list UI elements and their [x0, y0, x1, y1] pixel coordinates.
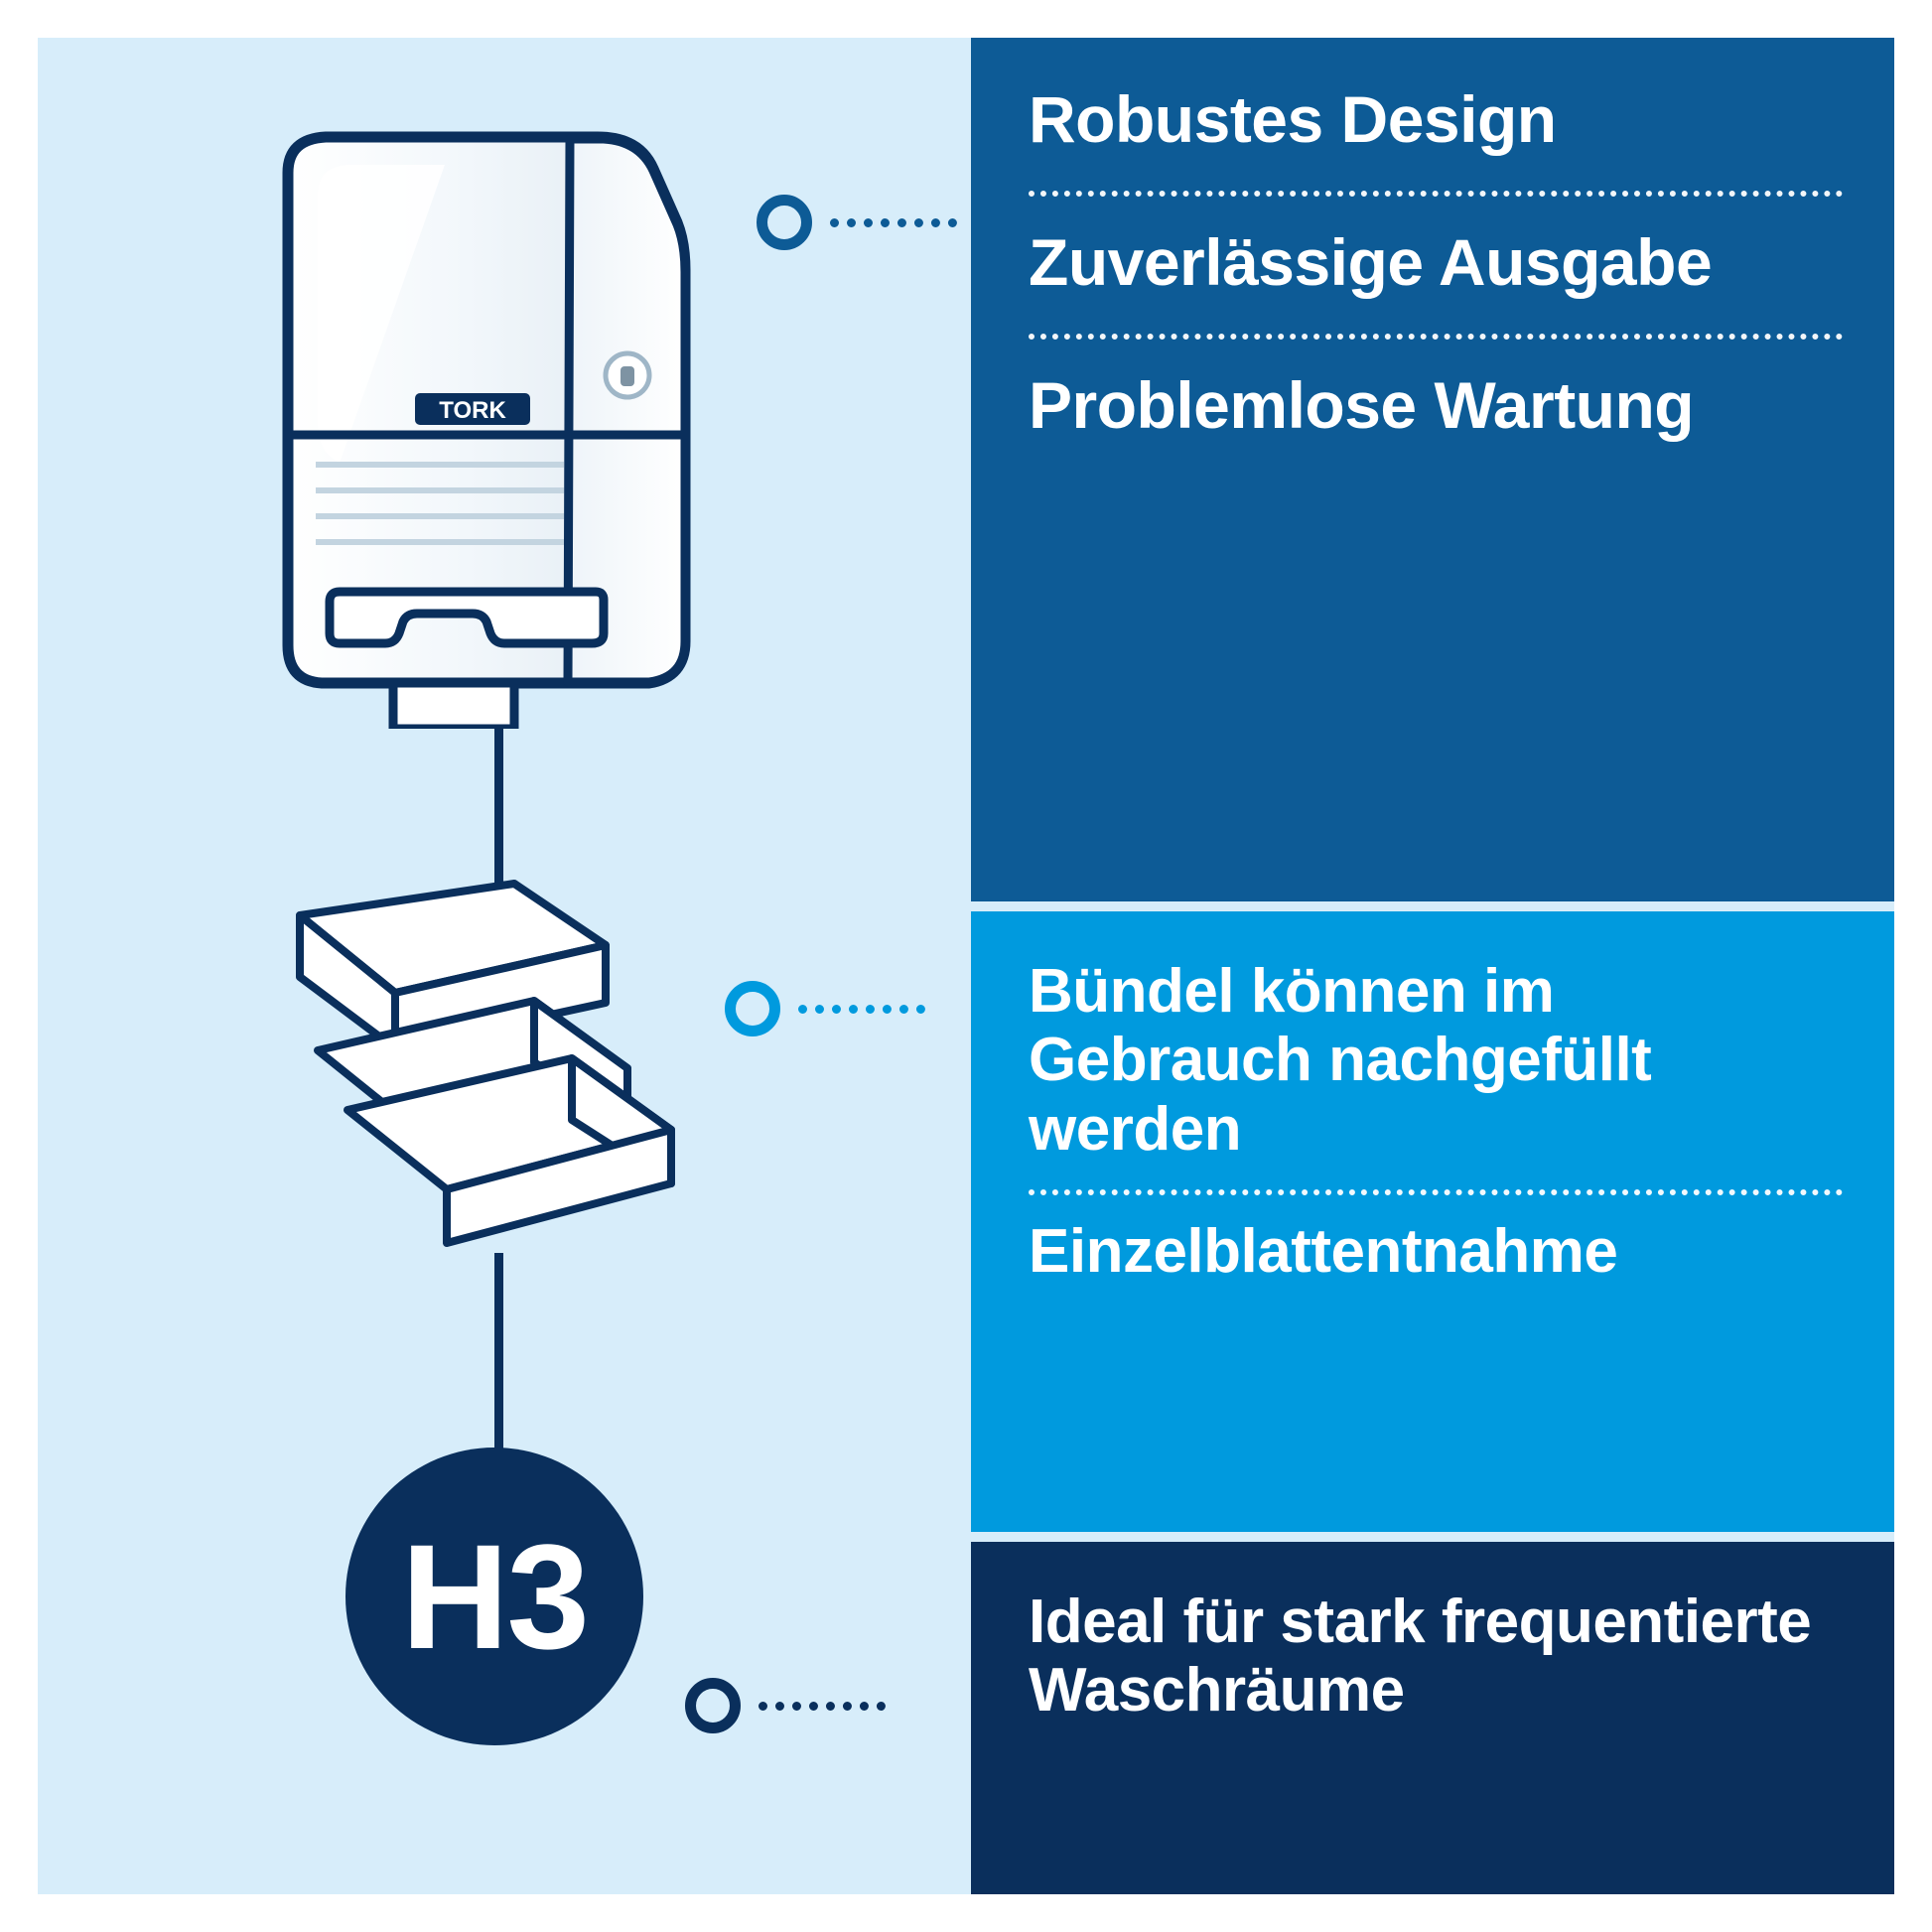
connector-ring-icon — [757, 195, 812, 250]
connector-dotted-line — [798, 1005, 925, 1014]
connector-dotted-line — [759, 1702, 886, 1711]
usage-item-high-traffic: Ideal für stark frequentierte Waschräume — [1029, 1587, 1812, 1725]
dispenser-icon — [270, 125, 699, 729]
refill-panel — [971, 911, 1894, 1532]
feature-item-robust: Robustes Design — [1029, 82, 1557, 156]
connector-usage — [685, 1678, 886, 1733]
feature-item-maintenance: Problemlose Wartung — [1029, 367, 1695, 442]
usage-panel — [971, 1542, 1894, 1894]
connector-features — [757, 195, 957, 250]
connector-ring-icon — [725, 981, 780, 1036]
features-panel — [971, 38, 1894, 901]
panel-divider — [1029, 334, 1843, 340]
panel-divider — [1029, 1189, 1843, 1195]
vertical-connector-bottom — [494, 1253, 503, 1461]
refill-item-single-sheet: Einzelblattentnahme — [1029, 1217, 1618, 1287]
vertical-connector-top — [494, 721, 503, 899]
feature-item-reliable: Zuverlässige Ausgabe — [1029, 224, 1713, 299]
connector-dotted-line — [830, 218, 957, 227]
connector-ring-icon — [685, 1678, 741, 1733]
system-badge-label: H3 — [401, 1513, 588, 1680]
panel-divider — [1029, 191, 1843, 197]
interfolded-paper-stack-icon — [288, 874, 755, 1281]
svg-text:TORK: TORK — [439, 397, 506, 424]
refill-item-bundles: Bündel können im Gebrauch nachgefüllt werden — [1029, 957, 1652, 1164]
connector-refill — [725, 981, 925, 1036]
system-badge-h3 — [345, 1448, 643, 1745]
